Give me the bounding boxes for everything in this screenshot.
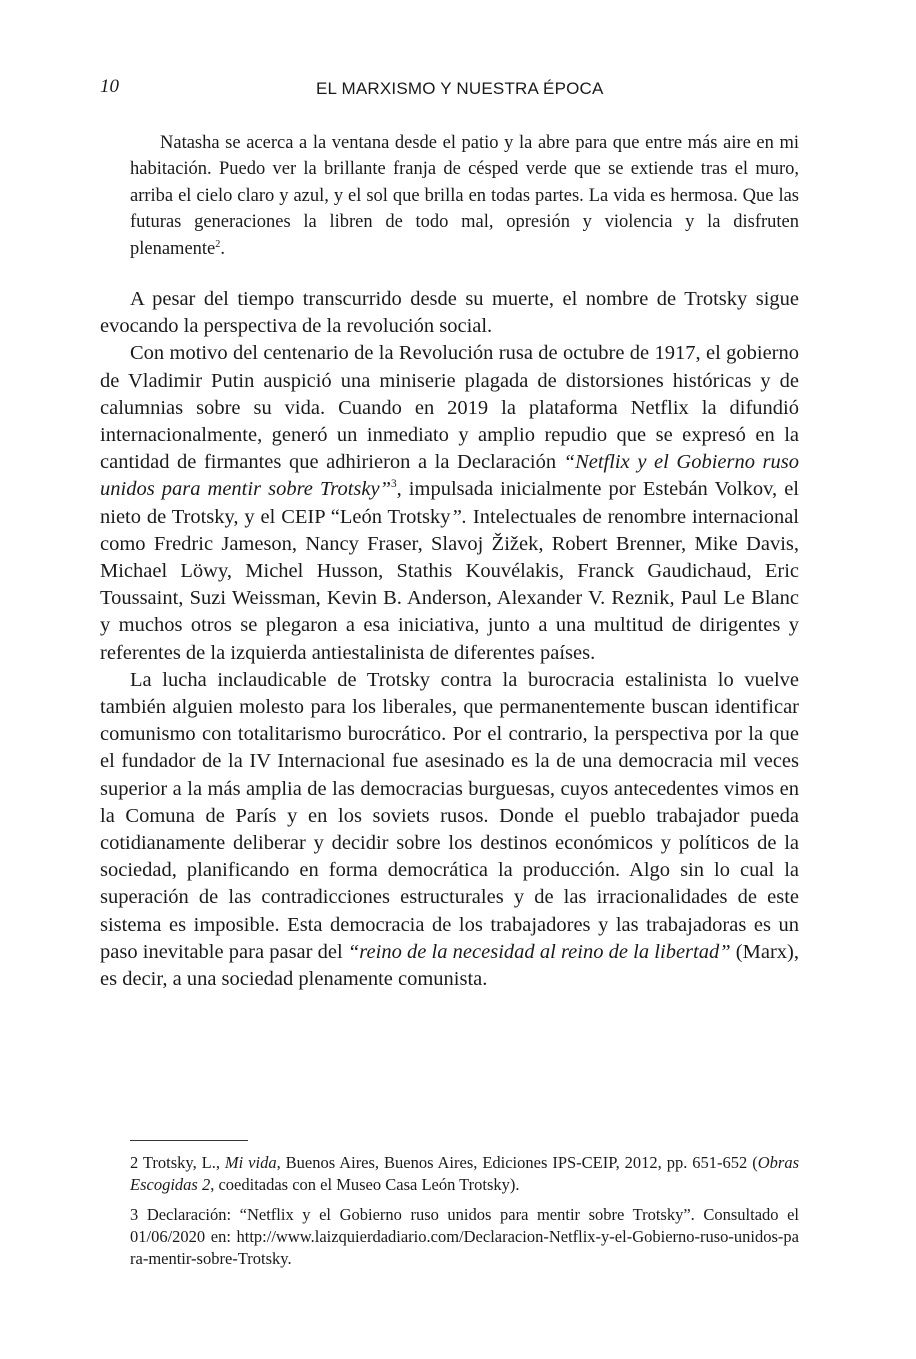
quote-end: . [220, 238, 225, 259]
running-head: EL MARXISMO Y NUESTRA ÉPOCA [316, 79, 604, 98]
quote-text: Natasha se acerca a la ventana desde el patio y la abre para que entre más aire en mi habitación. Puedo ver la brillante franja de césped verde que se extiende tras el muro, arriba el cielo claro y azul, y el sol que brilla en todas partes. La vida es hermosa. Que las futuras generaciones la libren de todo mal, opresión y violencia y la disfruten plenamente [130, 133, 799, 259]
body-text [100, 286, 799, 993]
closing-quote-mark: ”. [450, 505, 468, 528]
footnote-3-text-a: 3 Declaración: “Netflix y el Gobierno ruso unidos para mentir sobre Trotsky”. Consultado el 01/06/2020 en: [130, 1205, 799, 1246]
footnotes [130, 1152, 799, 1278]
footnote-3 [130, 1204, 799, 1270]
block-quote-paragraph [130, 130, 799, 262]
marx-quote: “reino de la necesidad al reino de la libertad” [347, 940, 731, 963]
declaration-title: “Netflix y el Gobierno ruso unidos para mentir sobre Trotsky” [100, 451, 800, 501]
footnote-2-text-b: , Buenos Aires, Buenos Aires, Ediciones IPS-CEIP, 2012, pp. 651-652 ( [276, 1153, 758, 1172]
footnote-2-text-a: 2 Trotsky, L., [130, 1153, 225, 1172]
paragraph-3-text-b: (Marx), es decir, a una sociedad plenamente comunista. [100, 940, 799, 991]
paragraph-2 [100, 340, 799, 666]
block-quote [130, 130, 799, 262]
footnote-2 [130, 1152, 799, 1196]
paragraph-2-text-b: , impulsada inicialmente por Estebán Volkov, el nieto de Trotsky, y el CEIP “León Trotsky [100, 478, 799, 528]
footnote-2-series-title: Obras Escogidas 2 [130, 1153, 799, 1194]
footnote-2-book-title: Mi vida [224, 1153, 277, 1172]
paragraph-2-text-a: Con motivo del centenario de la Revolución rusa de octubre de 1917, el gobierno de Vladimir Putin auspició una miniserie plagada de distorsiones históricas y de calumnias sobre su vida. Cuando en 2019 la plataforma Netflix la difundió internacionalmente, generó un inmediato y amplio repudio que se expresó en la cantidad de firmantes que adhirieron a la Declaración [100, 342, 799, 474]
footnote-2-text-c: , coeditadas con el Museo Casa León Trotsky). [210, 1175, 520, 1194]
footnote-divider [130, 1140, 248, 1141]
page-number: 10 [100, 76, 119, 97]
footnote-3-url[interactable]: http://www.laizquierdadiario.com/Declaracion-Netflix-y-el-Gobierno-ruso-unidos-para-mentir-sobre-Trotsky. [130, 1227, 799, 1268]
footnote-ref-2: 2 [215, 238, 221, 250]
paragraph-1: A pesar del tiempo transcurrido desde su muerte, el nombre de Trotsky sigue evocando la perspectiva de la revolución social. [100, 288, 799, 338]
paragraph-3 [100, 667, 799, 993]
paragraph-3-text-a: La lucha inclaudicable de Trotsky contra la burocracia estalinista lo vuelve también alguien molesto para los liberales, que permanentemente buscan identificar comunismo con totalitarismo burocrático. Por el contrario, la perspectiva por la que el fundador de la IV Internacional fue asesinado es la de una democracia mil veces superior a la más amplia de las democracias burguesas, cuyos antecedentes vimos en la Comuna de París y en los soviets rusos. Donde el pueblo trabajador pueda cotidianamente deliberar y decidir sobre los destinos económicos y políticos de la sociedad, planificando en forma democrática la producción. Algo sin lo cual la superación de las contradicciones estructurales y de las irracionalidades de este sistema es imposible. Esta democracia de los trabajadores y las trabajadoras es un paso inevitable para pasar del [100, 668, 799, 963]
paragraph-2-text-c: Intelectuales de renombre internacional como Fredric Jameson, Nancy Fraser, Slavoj Žižek, Robert Brenner, Mike Davis, Michael Löwy, Michel Husson, Stathis Kouvélakis, Franck Gaudichaud, Eric Toussaint, Suzi Weissman, Kevin B. Anderson, Alexander V. Reznik, Paul Le Blanc y muchos otros se plegaron a esa iniciativa, junto a una multitud de dirigentes y referentes de la izquierda antiestalinista de diferentes países. [100, 505, 800, 664]
footnote-ref-3: 3 [390, 478, 397, 491]
